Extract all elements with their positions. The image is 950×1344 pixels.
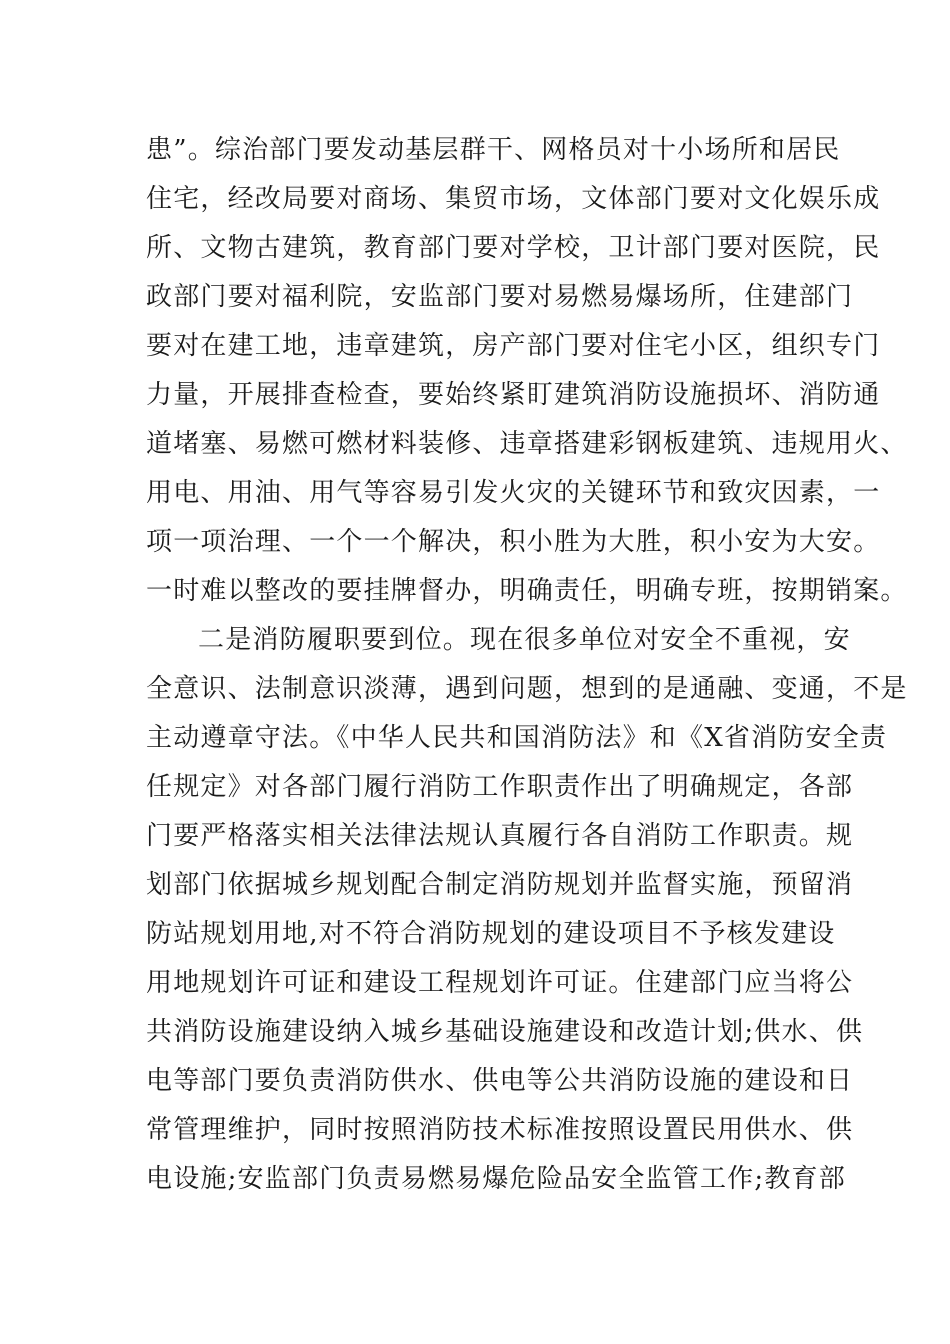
text-line: 一时难以整改的要挂牌督办，明确责任，明确专班，按期销案。 (146, 576, 908, 606)
text-line: 道堵塞、易燃可燃材料装修、违章搭建彩钢板建筑、违规用火、 (146, 429, 908, 459)
text-line: 电等部门要负责消防供水、供电等公共消防设施的建设和日 (146, 1066, 854, 1096)
text-line: 划部门依据城乡规划配合制定消防规划并监督实施，预留消 (146, 870, 854, 900)
text-line: 任规定》对各部门履行消防工作职责作出了明确规定，各部 (146, 772, 854, 802)
text-line: 所、文物古建筑，教育部门要对学校，卫计部门要对医院，民 (146, 233, 881, 263)
text-line: 门要严格落实相关法律法规认真履行各自消防工作职责。规 (146, 821, 854, 851)
text-line: 防站规划用地,对不符合消防规划的建设项目不予核发建设 (146, 919, 836, 949)
text-line: 主动遵章守法。《中华人民共和国消防法》和《X省消防安全责 (146, 723, 888, 753)
text-line: 全意识、法制意识淡薄，遇到问题，想到的是通融、变通，不是 (146, 674, 908, 704)
text-line: 共消防设施建设纳入城乡基础设施建设和改造计划;供水、供 (146, 1017, 864, 1047)
text-line: 用电、用油、用气等容易引发火灾的关键环节和致灾因素，一 (146, 478, 881, 508)
text-line: 政部门要对福利院，安监部门要对易燃易爆场所，住建部门 (146, 282, 854, 312)
paragraph-first-line: 二是消防履职要到位。现在很多单位对安全不重视，安 (198, 625, 851, 655)
text-line: 住宅，经改局要对商场、集贸市场，文体部门要对文化娱乐成 (146, 184, 881, 214)
text-line: 要对在建工地，违章建筑，房产部门要对住宅小区，组织专门 (146, 331, 881, 361)
text-line: 电设施;安监部门负责易燃易爆危险品安全监管工作;教育部 (146, 1164, 846, 1194)
text-line: 用地规划许可证和建设工程规划许可证。住建部门应当将公 (146, 968, 854, 998)
text-line: 力量，开展排查检查，要始终紧盯建筑消防设施损坏、消防通 (146, 380, 881, 410)
text-line: 患”。综治部门要发动基层群干、网格员对十小场所和居民 (146, 135, 841, 165)
text-line: 项一项治理、一个一个解决，积小胜为大胜，积小安为大安。 (146, 527, 881, 557)
text-line: 常管理维护，同时按照消防技术标准按照设置民用供水、供 (146, 1115, 854, 1145)
